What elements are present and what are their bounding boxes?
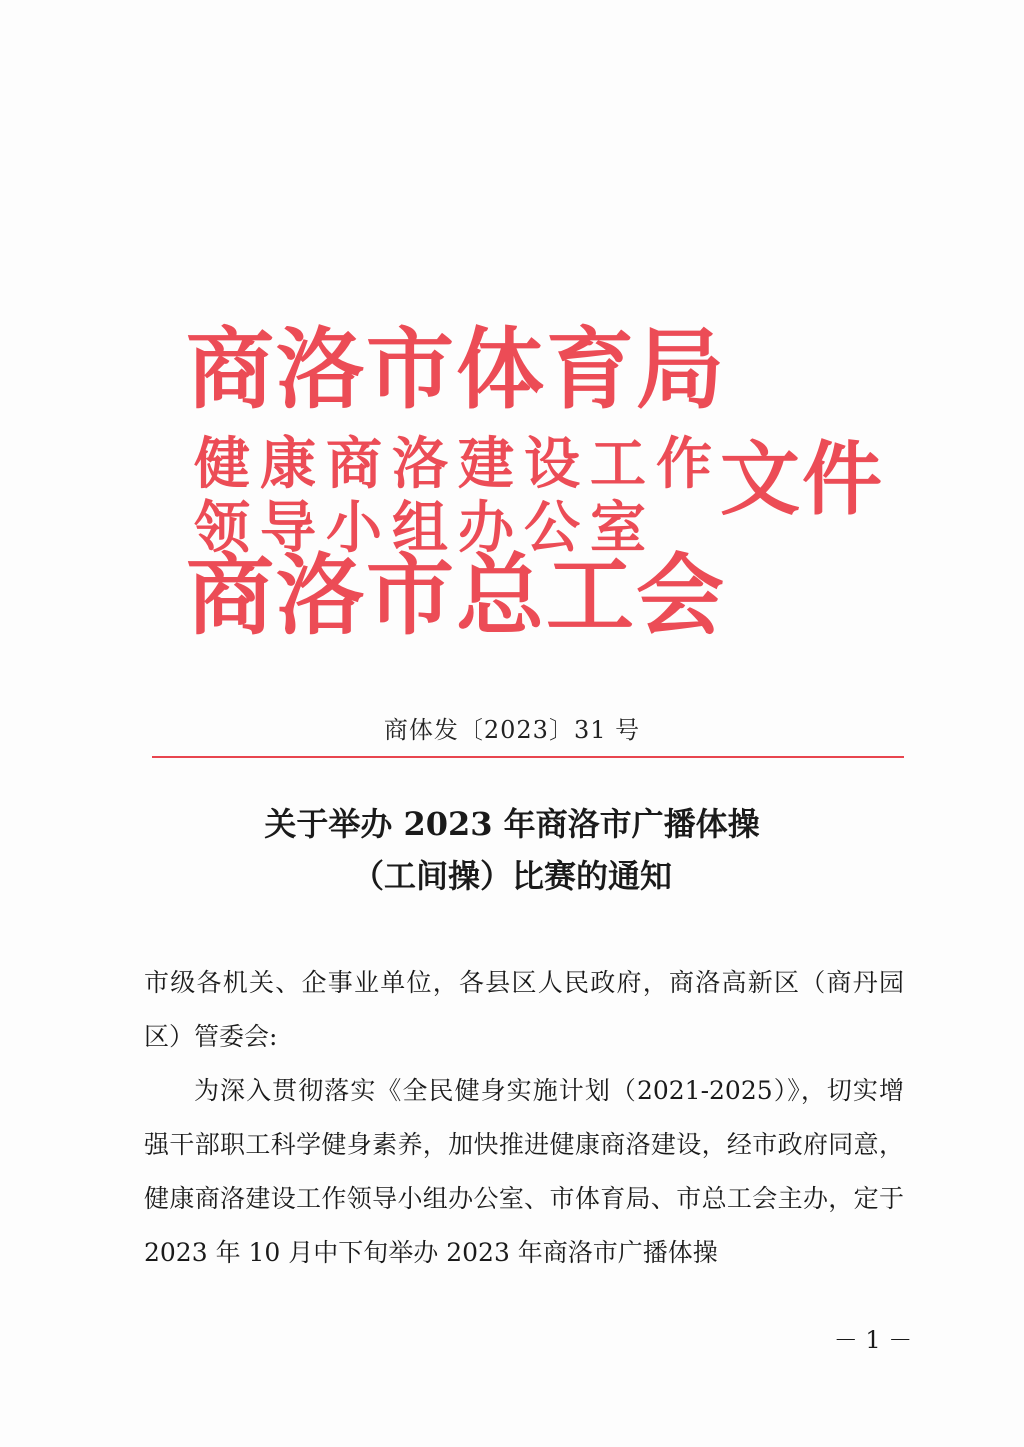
issuer-trade-union: 商洛市总工会 (186, 544, 727, 647)
addressee-paragraph: 市级各机关、企事业单位，各县区人民政府，商洛高新区（商丹园区）管委会: (144, 968, 904, 1051)
body-paragraph: 为深入贯彻落实《全民健身实施计划（2021-2025）》，切实增强干部职工科学健身素养，加快推进健康商洛建设，经市政府同意，健康商洛建设工作领导小组办公室、市体育局、市总工会主办，定于 2023 年 10 月中下旬举办 2023 年商洛市广播体操 (144, 1076, 904, 1267)
notice-body (144, 956, 904, 1280)
red-divider (152, 756, 904, 758)
issuer-sports-bureau: 商洛市体育局 (186, 318, 727, 421)
issuer-healthy-shangluo-line2: 领导小组办公室 (194, 496, 656, 561)
document-number: 商体发〔2023〕31 号 (383, 716, 641, 744)
notice-title-line1: 关于举办 2023 年商洛市广播体操 (264, 805, 760, 843)
red-letterhead (186, 318, 886, 648)
page-number: － 1 － (833, 1326, 913, 1354)
issuer-healthy-shangluo-line1: 健康商洛建设工作 (194, 432, 722, 497)
notice-title-line2: （工间操）比赛的通知 (351, 857, 672, 895)
document-label: 文件 (720, 433, 884, 526)
